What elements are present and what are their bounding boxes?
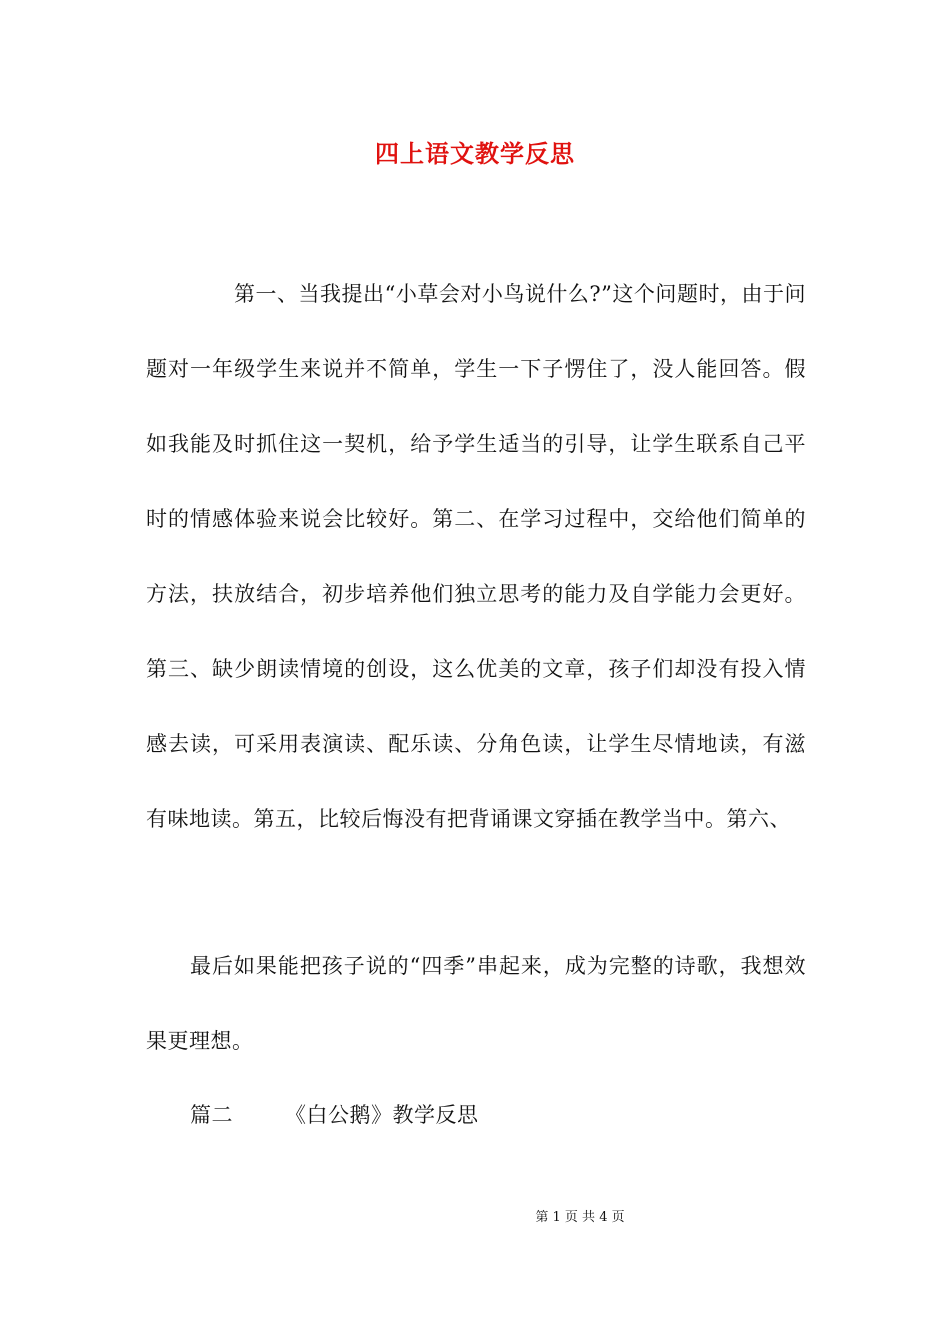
section-heading-label: 篇二 [190,1103,233,1127]
paragraph-reflection: 第一、当我提出“小草会对小鸟说什么?”这个问题时，由于问题对一年级学生来说并不简单，学生一下子愣住了，没人能回答。假如我能及时抓住这一契机，给予学生适当的引导，让学生联系自己平时的情感体验来说会比较好。第二、在学习过程中，交给他们简单的方法，扶放结合，初步培养他们独立思考的能力及自学能力会更好。第三、缺少朗读情境的创设，这么优美的文章，孩子们却没有投入情感去读，可采用表演读、配乐读、分角色读，让学生尽情地读，有滋有味地读。第五，比较后悔没有把背诵课文穿插在教学当中。第六、 [146,282,806,831]
section-heading [146,1078,806,1153]
paragraph-conclusion: 最后如果能把孩子说的“四季”串起来，成为完整的诗歌，我想效果更理想。 [146,954,806,1053]
document-title: 四上语文教学反思 [375,139,575,168]
page-footer: 第 1 页 共 4 页 [535,1210,625,1225]
section-heading-name: 《白公鹅》教学反思 [285,1103,479,1127]
